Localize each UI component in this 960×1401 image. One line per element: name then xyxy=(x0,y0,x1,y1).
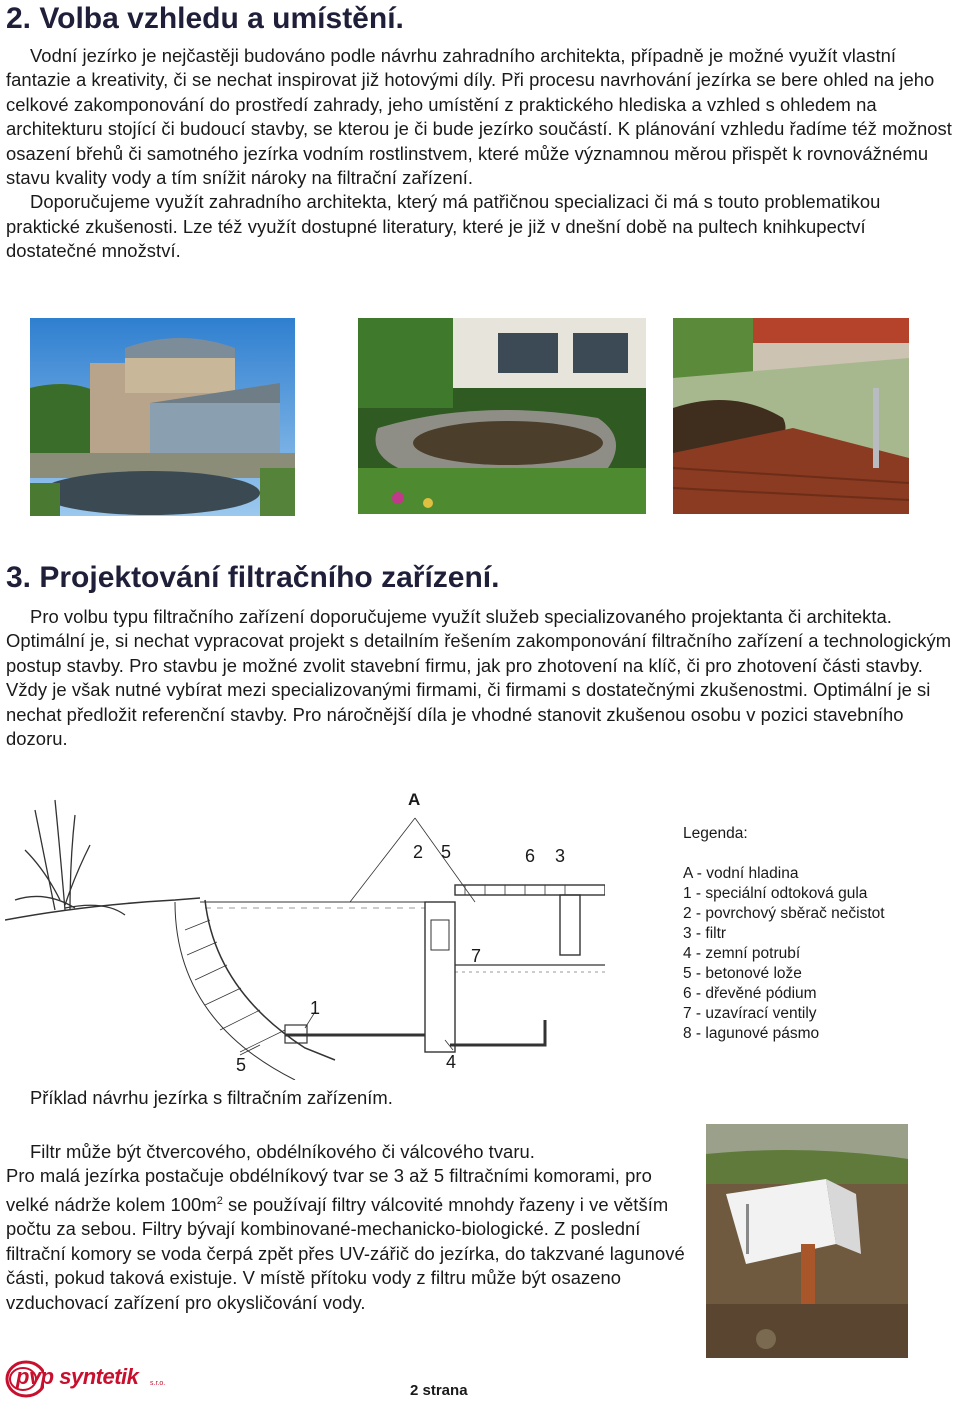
diagram-caption: Příklad návrhu jezírka s filtračním zařízením. xyxy=(30,1087,393,1108)
plant-illustration xyxy=(15,800,125,915)
diagram-label-2: 2 xyxy=(413,842,424,862)
section-3-heading: 3. Projektování filtračního zařízení. xyxy=(6,561,500,594)
legend-item: 2 - povrchový sběrač nečistot xyxy=(683,905,885,922)
legend-item: 4 - zemní potrubí xyxy=(683,945,801,962)
section-2-heading: 2. Volba vzhledu a umístění. xyxy=(6,2,404,35)
house-pond-photo xyxy=(30,318,295,516)
section-2-paragraph-2: Doporučujeme využít zahradního architekta, který má patřičnou specializaci či má s touto problematikou praktické zkušenosti. Lze též využít dostupné literatury, které je již v dnešní době na pultech knihkupectví dostatečné množství. xyxy=(6,191,881,262)
page-number: 2 strana xyxy=(410,1382,468,1399)
diagram-label-3: 3 xyxy=(555,846,566,866)
section-3-text xyxy=(6,605,958,751)
filter-installation-photo xyxy=(706,1124,908,1358)
logo-text: pvp syntetik xyxy=(16,1364,139,1389)
section-3-paragraph-1: Pro volbu typu filtračního zařízení doporučujeme využít služeb specializovaného projektanta či architekta. Optimální je, si nechat vypracovat projekt s detailním řešením zakomponování filtračního zařízení a technologickým postup stavby. Pro stavbu je možné zvolit stavební firmu, jak pro zhotovení na klíč, či pro zhotovení části stavby. Vždy je však nutné vybírat mezi specializovanými firmami, či firmami s dostatečnými zkušenostmi. Optimální je si nechat předložit referenční stavby. Pro náročnější díla je vhodné stanovit zkušenou osobu v pozici stavebního dozoru. xyxy=(6,606,952,750)
deck-pond-photo xyxy=(673,318,909,514)
filter-paragraph: Filtr může být čtvercového, obdélníkového či válcového tvaru. Pro malá jezírka postačuje obdélníkový tvar se 3 až 5 filtračními komorami, pro velké nádrže kolem $100m^2$ se používají filtry válcovité mnohdy řazeny i ve větším počtu za sebou. Filtry bývají kombinované-mechanicko-biologické. Z poslední filtrační komory se voda čerpá zpět přes UV-zářič do jezírka, do takzvané lagunové části, pokud taková existuje. V místě přítoku vody z filtru může být osazeno vzduchovací zařízení pro okysličování vody. xyxy=(6,1141,685,1313)
diagram-label-a: A xyxy=(408,790,421,809)
legend-item: 1 - speciální odtoková gula xyxy=(683,885,868,902)
garden-pond-photo xyxy=(358,318,646,514)
diagram-label-7: 7 xyxy=(471,946,482,966)
diagram-label-6: 6 xyxy=(525,846,536,866)
logo-suffix: s.r.o. xyxy=(150,1380,166,1387)
legend xyxy=(683,824,885,1044)
legend-title: Legenda: xyxy=(683,825,748,842)
diagram-label-4: 4 xyxy=(446,1052,457,1072)
diagram-label-5-bottom: 5 xyxy=(236,1055,247,1075)
legend-item: 6 - dřevěné pódium xyxy=(683,985,817,1002)
company-logo xyxy=(4,1360,174,1398)
filter-text xyxy=(6,1140,686,1315)
filtration-diagram xyxy=(5,790,605,1080)
diagram-label-5-top: 5 xyxy=(441,842,452,862)
legend-item: 7 - uzavírací ventily xyxy=(683,1005,817,1022)
section-2-text xyxy=(6,44,958,264)
legend-item: A - vodní hladina xyxy=(683,865,799,882)
legend-item: 8 - lagunové pásmo xyxy=(683,1025,820,1042)
legend-item: 5 - betonové lože xyxy=(683,965,802,982)
diagram-label-1: 1 xyxy=(310,998,321,1018)
legend-item: 3 - filtr xyxy=(683,925,727,942)
section-2-paragraph-1: Vodní jezírko je nejčastěji budováno podle návrhu zahradního architekta, případně je možné využít vlastní fantazie a kreativity, či se nechat inspirovat již hotovými díly. Při procesu navrhování jezírka se bere ohled na jeho celkové zakomponování do prostředí zahrady, jeho umístění z praktického hlediska a vzhled s ohledem na architekturu stojící či budoucí stavby, se kterou je či bude jezírko součástí. K plánování vzhledu řadíme též možnost osazení břehů či samotného jezírka vodním rostlinstvem, které může významnou měrou přispět k rovnovážnému stavu kvality vody a tím snížit nároky na filtrační zařízení. xyxy=(6,45,952,189)
